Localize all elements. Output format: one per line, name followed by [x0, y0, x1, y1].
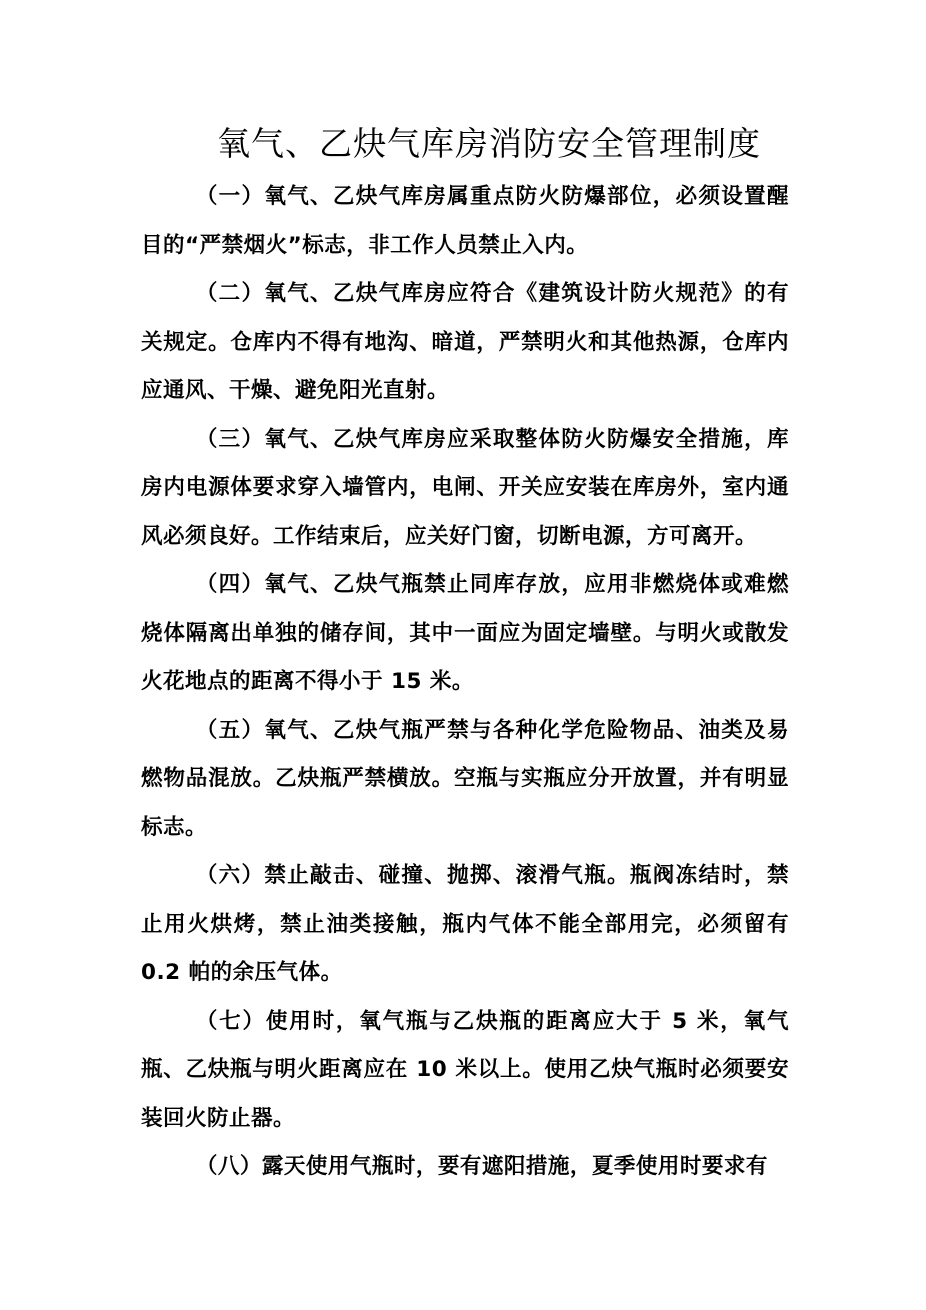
- paragraph-7: （七）使用时，氧气瓶与乙炔瓶的距离应大于 5 米，氧气瓶、乙炔瓶与明火距离应在 10 米以上。使用乙炔气瓶时必须要安装回火防止器。: [141, 1008, 789, 1131]
- paragraph-4: （四）氧气、乙炔气瓶禁止同库存放，应用非燃烧体或难燃烧体隔离出单独的储存间，其中一面应为固定墙壁。与明火或散发火花地点的距离不得小于 15 米。: [141, 572, 789, 694]
- paragraph-6: （六）禁止敲击、碰撞、抛掷、滚滑气瓶。瓶阀冻结时，禁止用火烘烤，禁止油类接触，瓶内气体不能全部用完，必须留有 0.2 帕的余压气体。: [141, 863, 789, 985]
- paragraph-5: （五）氧气、乙炔气瓶严禁与各种化学危险物品、油类及易燃物品混放。乙炔瓶严禁横放。空瓶与实瓶应分开放置，并有明显标志。: [141, 717, 789, 840]
- document-body: [141, 173, 789, 1192]
- paragraph-8: （八）露天使用气瓶时，要有遮阳措施，夏季使用时要求有: [195, 1154, 768, 1179]
- document-title: 氧气、乙炔气库房消防安全管理制度: [217, 124, 761, 163]
- paragraph-2: （二）氧气、乙炔气库房应符合《建筑设计防火规范》的有关规定。仓库内不得有地沟、暗道，严禁明火和其他热源，仓库内应通风、干燥、避免阳光直射。: [141, 281, 789, 403]
- paragraph-3: （三）氧气、乙炔气库房应采取整体防火防爆安全措施，库房内电源体要求穿入墙管内，电闸、开关应安装在库房外，室内通风必须良好。工作结束后，应关好门窗，切断电源，方可离开。: [141, 426, 789, 549]
- paragraph-1: （一）氧气、乙炔气库房属重点防火防爆部位，必须设置醒目的“严禁烟火”标志，非工作人员禁止入内。: [141, 184, 789, 258]
